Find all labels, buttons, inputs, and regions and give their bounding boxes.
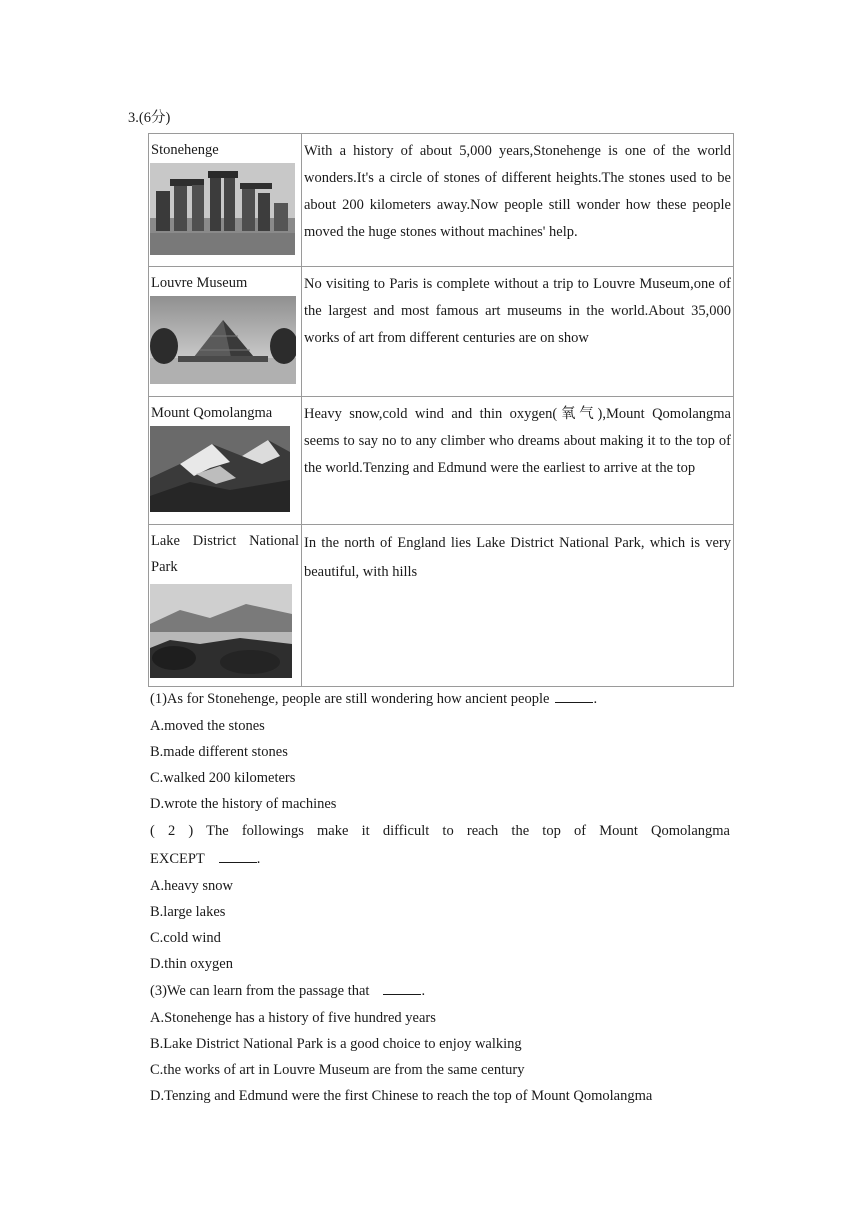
option: A.moved the stones (150, 718, 265, 734)
description-cell (302, 525, 734, 687)
place-name: Louvre Museum (151, 275, 248, 291)
answer-blank (383, 980, 421, 995)
question-stem: EXCEPT (150, 851, 205, 867)
question-stem: (3)We can learn from the passage that (150, 983, 370, 999)
option: B.made different stones (150, 744, 288, 760)
description-text: No visiting to Paris is complete without a trip to Louvre Museum,one of the largest and most famous art museums in the world.About 35,000 works of art from different centuries are on show (304, 276, 731, 346)
place-cell (149, 134, 302, 267)
table-row (149, 525, 734, 687)
option: B.large lakes (150, 904, 226, 920)
question-stem: (1)As for Stonehenge, people are still wondering how ancient people (150, 691, 550, 707)
option: B.Lake District National Park is a good choice to enjoy walking (150, 1036, 522, 1052)
question-1: (1)As for Stonehenge, people are still wondering how ancient people . (150, 685, 730, 713)
place-name: Mount Qomolangma (151, 405, 273, 421)
place-cell (149, 525, 302, 687)
description-cell (302, 267, 734, 397)
answer-blank (219, 848, 257, 863)
option: A.Stonehenge has a history of five hundred years (150, 1010, 436, 1026)
option: A.heavy snow (150, 878, 233, 894)
place-cell (149, 397, 302, 525)
option: D.Tenzing and Edmund were the first Chinese to reach the top of Mount Qomolangma (150, 1088, 653, 1104)
mountain-photo (150, 426, 290, 512)
lake-photo (150, 584, 292, 678)
description-text: Heavy snow,cold wind and thin oxygen(氧气),Mount Qomolangma seems to say no to any climber who dreams about making it to the top of the world.Tenzing and Edmund were the earliest to arrive at the top (304, 406, 731, 476)
description-cell (302, 134, 734, 267)
option: D.wrote the history of machines (150, 796, 337, 812)
table-row (149, 397, 734, 525)
table-row (149, 134, 734, 267)
answer-blank (555, 688, 593, 703)
place-name: Lake District National Park (151, 533, 299, 575)
attractions-table (148, 133, 734, 687)
option: C.walked 200 kilometers (150, 770, 296, 786)
table-row (149, 267, 734, 397)
question-2-line-1: ( 2 ) The followings make it difficult to reach the top of Mount Qomolangma (150, 823, 730, 839)
stonehenge-photo (150, 163, 295, 255)
description-cell (302, 397, 734, 525)
louvre-pyramid-photo (150, 296, 296, 384)
description-text: With a history of about 5,000 years,Stonehenge is one of the world wonders.It's a circle of stones of different heights.The stones used to be about 200 kilometers away.Now people still wonder how these people moved the huge stones without machines' help. (304, 143, 731, 240)
place-name: Stonehenge (151, 142, 219, 158)
question-number: 3.(6分) (128, 110, 171, 126)
description-text: In the north of England lies Lake District National Park, which is very beautiful, with hills (304, 535, 731, 580)
question-3: (3)We can learn from the passage that . (150, 977, 730, 1005)
option: C.cold wind (150, 930, 221, 946)
place-cell (149, 267, 302, 397)
option: D.thin oxygen (150, 956, 233, 972)
question-2-line-2: EXCEPT . (150, 845, 730, 873)
questions-section (150, 685, 730, 1109)
option: C.the works of art in Louvre Museum are from the same century (150, 1062, 525, 1078)
